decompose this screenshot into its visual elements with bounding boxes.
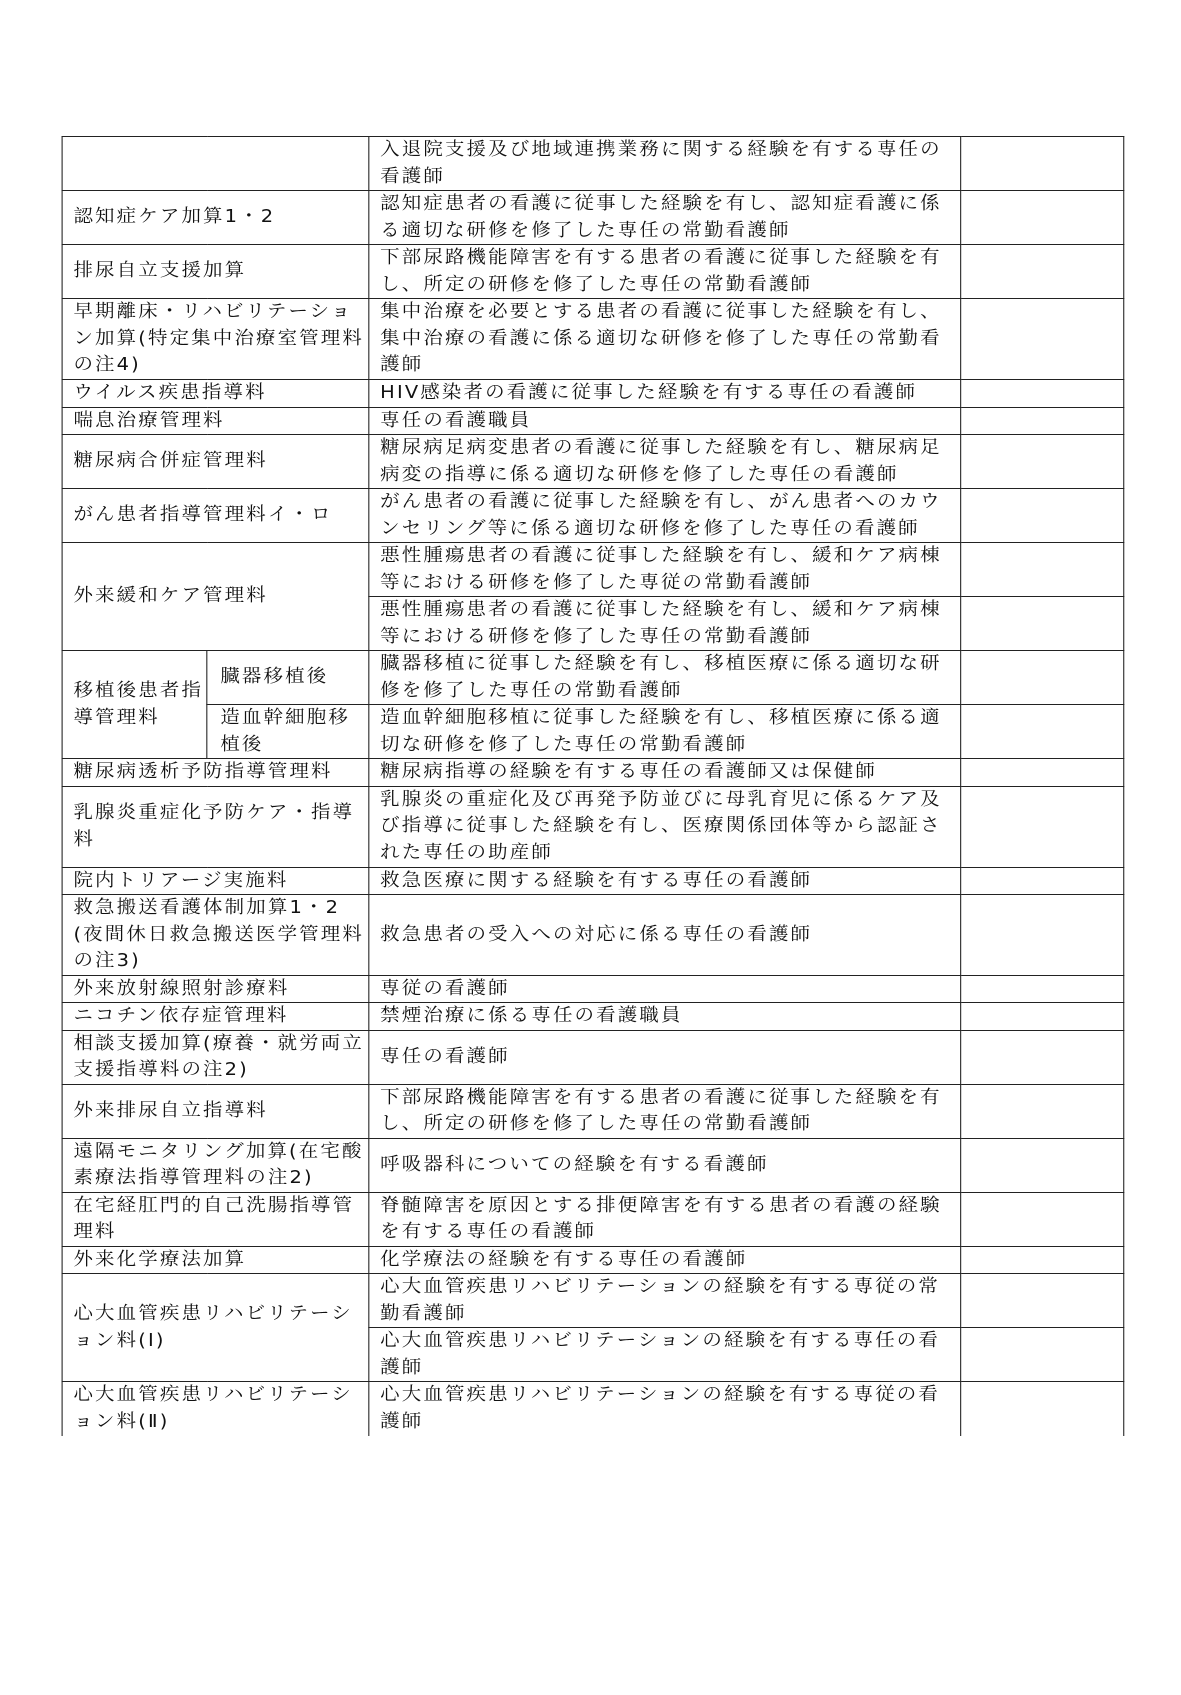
blank-cell — [961, 597, 1124, 651]
blank-cell — [961, 1328, 1124, 1382]
sub-item-cell: 造血幹細胞移植後 — [207, 705, 369, 759]
table-row — [62, 705, 1124, 759]
table-row — [62, 407, 1124, 435]
table-row — [62, 1246, 1124, 1274]
item-cell: 外来化学療法加算 — [62, 1246, 369, 1274]
item-cell: ニコチン依存症管理料 — [62, 1003, 369, 1031]
blank-cell — [961, 1246, 1124, 1274]
item-cell: 心大血管疾患リハビリテーション料(Ⅰ) — [62, 1274, 369, 1382]
table-row — [62, 1138, 1124, 1192]
item-cell: 相談支援加算(療養・就労両立支援指導料の注2) — [62, 1030, 369, 1084]
requirement-cell: 救急医療に関する経験を有する専任の看護師 — [369, 867, 961, 895]
item-cell: 移植後患者指導管理料 — [62, 651, 207, 759]
item-cell: 心大血管疾患リハビリテーション料(Ⅱ) — [62, 1382, 369, 1436]
table-row — [62, 1274, 1124, 1328]
blank-cell — [961, 407, 1124, 435]
requirement-cell: 悪性腫瘍患者の看護に従事した経験を有し、緩和ケア病棟等における研修を修了した専任の常勤看護師 — [369, 597, 961, 651]
table-row — [62, 786, 1124, 867]
sub-item-cell: 臓器移植後 — [207, 651, 369, 705]
requirement-cell: 糖尿病足病変患者の看護に従事した経験を有し、糖尿病足病変の指導に係る適切な研修を修了した専任の看護師 — [369, 435, 961, 489]
item-cell: 院内トリアージ実施料 — [62, 867, 369, 895]
requirement-cell: 臓器移植に従事した経験を有し、移植医療に係る適切な研修を修了した専任の常勤看護師 — [369, 651, 961, 705]
item-cell: 外来放射線照射診療料 — [62, 975, 369, 1003]
item-cell: 遠隔モニタリング加算(在宅酸素療法指導管理料の注2) — [62, 1138, 369, 1192]
requirement-cell: 入退院支援及び地域連携業務に関する経験を有する専任の看護師 — [369, 137, 961, 191]
requirement-cell: 専任の看護師 — [369, 1030, 961, 1084]
blank-cell — [961, 759, 1124, 787]
requirement-cell: 下部尿路機能障害を有する患者の看護に従事した経験を有し、所定の研修を修了した専任の常勤看護師 — [369, 245, 961, 299]
table-row — [62, 245, 1124, 299]
table-row — [62, 380, 1124, 408]
table-row — [62, 299, 1124, 380]
blank-cell — [961, 1003, 1124, 1031]
blank-cell — [961, 380, 1124, 408]
requirement-cell: 禁煙治療に係る専任の看護職員 — [369, 1003, 961, 1031]
item-cell: 在宅経肛門的自己洗腸指導管理料 — [62, 1192, 369, 1246]
blank-cell — [961, 1084, 1124, 1138]
item-cell: 早期離床・リハビリテーション加算(特定集中治療室管理料の注4) — [62, 299, 369, 380]
blank-cell — [961, 786, 1124, 867]
table-row — [62, 895, 1124, 976]
blank-cell — [961, 191, 1124, 245]
requirement-cell: 専任の看護職員 — [369, 407, 961, 435]
requirement-cell: 糖尿病指導の経験を有する専任の看護師又は保健師 — [369, 759, 961, 787]
requirement-cell: 心大血管疾患リハビリテーションの経験を有する専従の看護師 — [369, 1382, 961, 1436]
item-cell: 外来排尿自立指導料 — [62, 1084, 369, 1138]
table-row — [62, 1084, 1124, 1138]
item-cell: 糖尿病合併症管理料 — [62, 435, 369, 489]
item-cell: 喘息治療管理料 — [62, 407, 369, 435]
blank-cell — [961, 1138, 1124, 1192]
table-row — [62, 1003, 1124, 1031]
table-row — [62, 651, 1124, 705]
table-row — [62, 975, 1124, 1003]
requirement-cell: 化学療法の経験を有する専任の看護師 — [369, 1246, 961, 1274]
requirement-cell: がん患者の看護に従事した経験を有し、がん患者へのカウンセリング等に係る適切な研修を修了した専任の看護師 — [369, 489, 961, 543]
item-cell: ウイルス疾患指導料 — [62, 380, 369, 408]
blank-cell — [961, 975, 1124, 1003]
requirement-cell: 悪性腫瘍患者の看護に従事した経験を有し、緩和ケア病棟等における研修を修了した専従の常勤看護師 — [369, 543, 961, 597]
blank-cell — [961, 489, 1124, 543]
item-cell — [62, 137, 369, 191]
item-cell: 認知症ケア加算1・2 — [62, 191, 369, 245]
requirement-cell: HIV感染者の看護に従事した経験を有する専任の看護師 — [369, 380, 961, 408]
table-row — [62, 867, 1124, 895]
blank-cell — [961, 543, 1124, 597]
requirement-cell: 認知症患者の看護に従事した経験を有し、認知症看護に係る適切な研修を修了した専任の常勤看護師 — [369, 191, 961, 245]
table-row — [62, 137, 1124, 191]
requirement-cell: 救急患者の受入への対応に係る専任の看護師 — [369, 895, 961, 976]
blank-cell — [961, 1382, 1124, 1436]
item-cell: 糖尿病透析予防指導管理料 — [62, 759, 369, 787]
requirement-cell: 心大血管疾患リハビリテーションの経験を有する専従の常勤看護師 — [369, 1274, 961, 1328]
table-row — [62, 1382, 1124, 1436]
table-row — [62, 1192, 1124, 1246]
blank-cell — [961, 895, 1124, 976]
blank-cell — [961, 1274, 1124, 1328]
nursing-staff-requirements-table — [62, 136, 1125, 1436]
requirement-cell: 集中治療を必要とする患者の看護に従事した経験を有し、集中治療の看護に係る適切な研修を修了した専任の常勤看護師 — [369, 299, 961, 380]
table-row — [62, 759, 1124, 787]
blank-cell — [961, 651, 1124, 705]
blank-cell — [961, 867, 1124, 895]
table-row — [62, 543, 1124, 597]
blank-cell — [961, 705, 1124, 759]
requirement-cell: 心大血管疾患リハビリテーションの経験を有する専任の看護師 — [369, 1328, 961, 1382]
item-cell: 乳腺炎重症化予防ケア・指導料 — [62, 786, 369, 867]
table-row — [62, 489, 1124, 543]
requirement-cell: 専従の看護師 — [369, 975, 961, 1003]
requirement-cell: 下部尿路機能障害を有する患者の看護に従事した経験を有し、所定の研修を修了した専任の常勤看護師 — [369, 1084, 961, 1138]
table-row — [62, 1030, 1124, 1084]
blank-cell — [961, 435, 1124, 489]
table-row — [62, 191, 1124, 245]
item-cell: 排尿自立支援加算 — [62, 245, 369, 299]
blank-cell — [961, 299, 1124, 380]
requirement-cell: 脊髄障害を原因とする排便障害を有する患者の看護の経験を有する専任の看護師 — [369, 1192, 961, 1246]
requirement-cell: 乳腺炎の重症化及び再発予防並びに母乳育児に係るケア及び指導に従事した経験を有し、医療関係団体等から認証された専任の助産師 — [369, 786, 961, 867]
blank-cell — [961, 137, 1124, 191]
blank-cell — [961, 1192, 1124, 1246]
blank-cell — [961, 1030, 1124, 1084]
item-cell: 外来緩和ケア管理料 — [62, 543, 369, 651]
requirement-cell: 造血幹細胞移植に従事した経験を有し、移植医療に係る適切な研修を修了した専任の常勤看護師 — [369, 705, 961, 759]
requirement-cell: 呼吸器科についての経験を有する看護師 — [369, 1138, 961, 1192]
blank-cell — [961, 245, 1124, 299]
table-row — [62, 435, 1124, 489]
item-cell: がん患者指導管理料イ・ロ — [62, 489, 369, 543]
item-cell: 救急搬送看護体制加算1・2(夜間休日救急搬送医学管理料の注3) — [62, 895, 369, 976]
